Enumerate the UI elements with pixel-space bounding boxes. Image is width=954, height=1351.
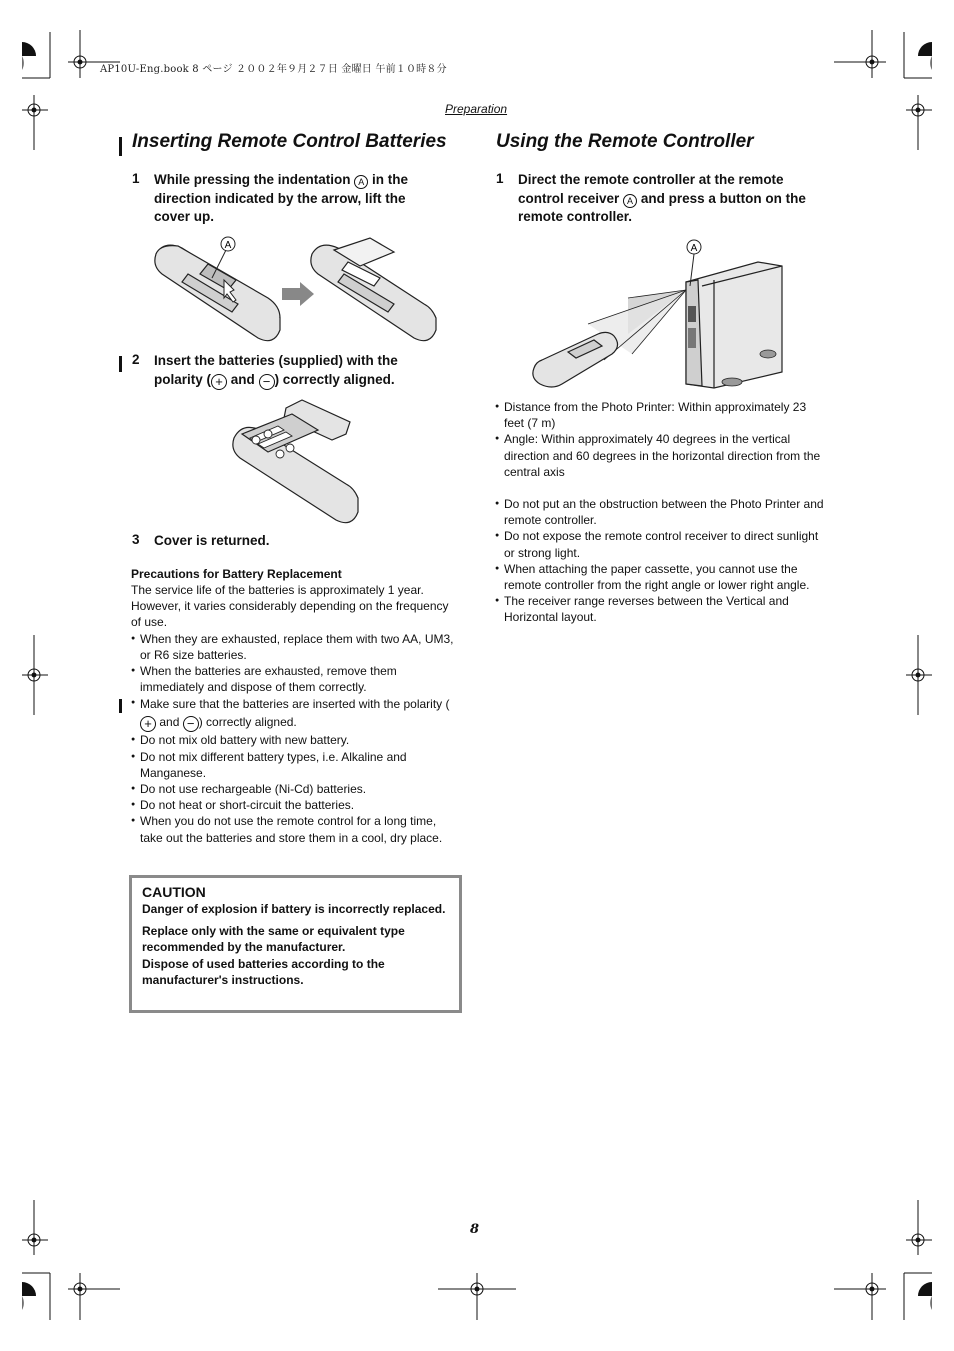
minus-polarity-icon: − xyxy=(183,716,199,732)
precautions-heading: Precautions for Battery Replacement xyxy=(131,567,342,581)
list-item: ● Distance from the Photo Printer: Within approximately 23 feet (7 m) xyxy=(495,399,825,431)
step-3-text: Cover is returned. xyxy=(154,533,270,548)
precautions-intro: The service life of the batteries is approximately 1 year. However, it varies considerably depending on the frequency of use. xyxy=(131,583,449,630)
right-heading: Using the Remote Controller xyxy=(496,131,754,152)
change-bar xyxy=(119,356,122,372)
step-number: 3 xyxy=(132,532,140,547)
figure-label-a: A xyxy=(690,243,698,254)
notes-list xyxy=(495,496,825,626)
right-step-1-text xyxy=(518,171,818,227)
step-2-text xyxy=(154,352,444,390)
polarity-text-a: Make sure that the batteries are inserted with the polarity ( xyxy=(140,697,450,712)
step-1-text xyxy=(154,171,444,227)
minus-polarity-icon: − xyxy=(259,374,275,390)
list-item: ● The receiver range reverses between the Vertical and Horizontal layout. xyxy=(495,593,825,625)
step-number: 1 xyxy=(496,171,504,186)
list-item: ● Do not put an the obstruction between the Photo Printer and remote controller. xyxy=(495,496,825,528)
polarity-text-b: ) correctly aligned. xyxy=(198,715,297,730)
list-item: ● Do not mix old battery with new battery. xyxy=(131,732,461,748)
list-item: ● Do not expose the remote control receiver to direct sunlight or strong light. xyxy=(495,528,825,560)
list-item: ● Do not mix different battery types, i.e. Alkaline and Manganese. xyxy=(131,749,461,781)
change-bar xyxy=(119,137,122,156)
step-2-text-b: ) correctly aligned. xyxy=(274,371,395,387)
step-2-and: and xyxy=(230,371,255,387)
list-item: ● Do not heat or short-circuit the batteries. xyxy=(131,797,461,813)
change-bar xyxy=(119,699,122,713)
list-item: ● Angle: Within approximately 40 degrees in the vertical direction and 60 degrees in the horizontal direction from the central axis xyxy=(495,431,825,480)
right-step-1-text-a: Direct the remote controller at the remote control receiver xyxy=(518,172,784,206)
caution-paragraph: Dispose of used batteries according to the manufacturer's instructions. xyxy=(142,956,385,987)
figure-label-a: A xyxy=(224,240,232,251)
list-item: ● When attaching the paper cassette, you cannot use the remote controller from the right angle or lower right angle. xyxy=(495,561,825,593)
polarity-and: and xyxy=(159,715,180,730)
remote-open-cover-illustration xyxy=(148,234,443,346)
caution-box xyxy=(129,875,462,1013)
list-item: ● When you do not use the remote control for a long time, take out the batteries and store them in a cool, dry place. xyxy=(131,813,461,845)
label-a-marker: A xyxy=(623,194,637,208)
step-number: 1 xyxy=(132,171,140,186)
step-2-text-a: Insert the batteries (supplied) with the polarity ( xyxy=(154,353,398,387)
caution-title: CAUTION xyxy=(142,884,206,900)
list-item: ● When they are exhausted, replace them with two AA, UM3, or R6 size batteries. xyxy=(131,631,461,663)
plus-polarity-icon: + xyxy=(211,374,227,390)
list-item: ● Do not use rechargeable (Ni-Cd) batteries. xyxy=(131,781,461,797)
step-number: 2 xyxy=(132,352,140,367)
right-step-1-text-b: and press a button on the remote controller. xyxy=(518,190,806,224)
label-a-marker: A xyxy=(354,175,368,189)
page-number: 8 xyxy=(470,1222,480,1237)
list-item: ● When the batteries are exhausted, remove them immediately and dispose of them correctly. xyxy=(131,663,461,695)
remote-aim-at-printer-illustration xyxy=(528,236,790,396)
precautions-block xyxy=(131,566,461,846)
step-1-text-a: While pressing the indentation xyxy=(154,172,351,187)
plus-polarity-icon: + xyxy=(140,716,156,732)
left-heading: Inserting Remote Control Batteries xyxy=(132,131,447,152)
step-1-text-b: in the direction indicated by the arrow, lift the cover up. xyxy=(154,172,409,224)
remote-insert-batteries-illustration xyxy=(228,398,363,526)
list-item xyxy=(131,695,461,732)
range-list xyxy=(495,399,825,480)
right-notes xyxy=(495,399,825,626)
precautions-list xyxy=(131,631,461,846)
section-title: Preparation xyxy=(445,102,508,116)
caution-paragraph: Danger of explosion if battery is incorrectly replaced. xyxy=(142,902,446,916)
book-file-info: AP10U-Eng.book 8 ページ ２００２年９月２７日 金曜日 午前１０時８分 xyxy=(100,64,447,75)
caution-paragraph: Replace only with the same or equivalent type recommended by the manufacturer. xyxy=(142,923,405,954)
